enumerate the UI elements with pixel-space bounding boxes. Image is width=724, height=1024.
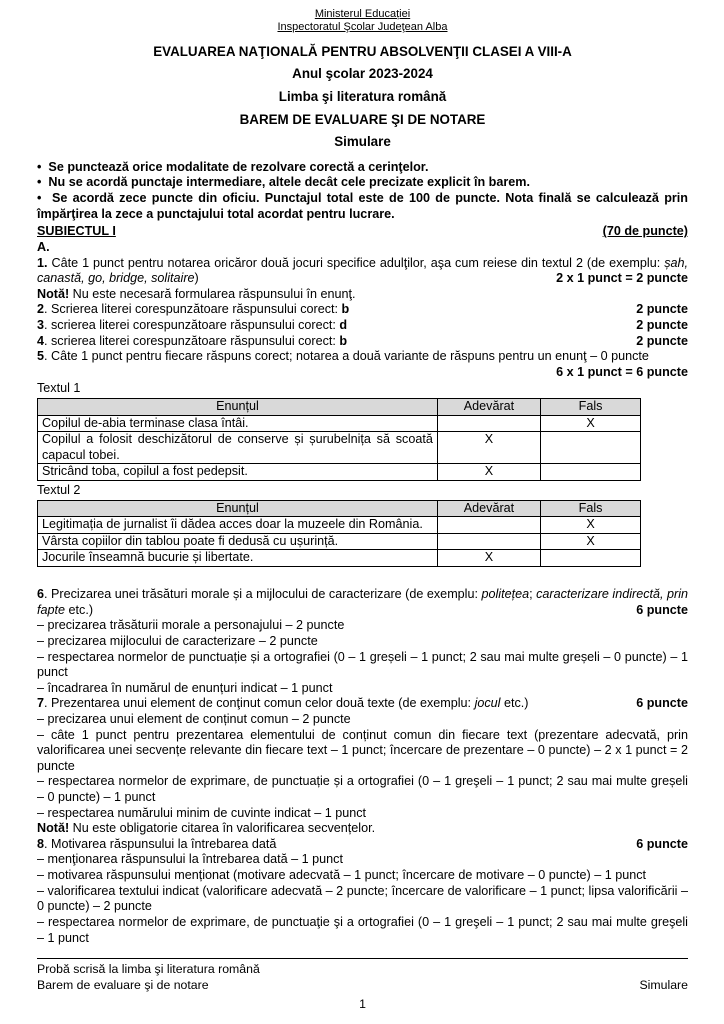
item-6-detail-2 <box>37 634 688 650</box>
points-value: 6 puncte <box>636 602 688 617</box>
text-segment: 3 <box>37 317 45 332</box>
statement-cell: Legitimația de jurnalist îi dădea acces doar la muzeele din România. <box>38 517 438 534</box>
text-segment: – precizarea unui element de conținut comun – 2 puncte <box>37 711 351 726</box>
footer-exam-line: Probă scrisă la limba şi literatura română <box>37 962 260 977</box>
text-segment: ) <box>194 271 199 286</box>
points-value: 2 puncte <box>636 317 688 332</box>
text-segment: Câte 1 punct pentru notarea oricăror două jocuri specifice adulţilor, aşa cum reiese din textul 2 (de exemplu: <box>47 255 665 270</box>
text-segment: – încadrarea în numărul de enunțuri indicat – 1 punct <box>37 680 333 695</box>
text-segment: . Câte 1 punct pentru fiecare răspuns corect; notarea a două variante de răspuns pentru un enunţ – 0 puncte <box>44 349 649 364</box>
table-row <box>38 533 641 550</box>
true-cell: X <box>437 432 540 464</box>
points-value: 6 x 1 punct = 6 puncte <box>556 364 688 379</box>
text-segment: . scrierea literei corespunzătoare răspunsului corect: <box>44 317 340 332</box>
text-segment: – valorificarea textului indicat (valorificare adecvată – 2 puncte; încercare de valorificare – 1 punct; lipsa valorificării – 0 puncte) – 2 puncte <box>37 883 688 914</box>
item-1-note <box>37 287 688 303</box>
statement-cell: Vârsta copiilor din tablou poate fi dedusă cu ușurință. <box>38 533 438 550</box>
title-block <box>37 44 688 151</box>
points-value: 2 x 1 punct = 2 puncte <box>556 271 688 286</box>
table-label: Textul 1 <box>37 381 81 396</box>
true-cell: X <box>437 464 540 481</box>
text-segment: – respectarea normelor de exprimare, de punctuație și a ortografiei (0 – 1 greşeli – 1 punct; 2 sau mai multe greșeli – 0 puncte) – 1 punct <box>37 774 688 805</box>
item-8-detail-1 <box>37 852 688 868</box>
item-7-detail-1 <box>37 712 688 728</box>
table-label: Textul 2 <box>37 483 81 498</box>
section-a-label: A. <box>37 239 50 254</box>
column-header: Adevărat <box>437 500 540 517</box>
subject-points: (70 de puncte) <box>602 224 688 239</box>
text-segment: – menţionarea răspunsului la întrebarea dată – 1 punct <box>37 852 343 867</box>
subject-name: Limba şi literatura română <box>278 89 447 105</box>
note-text: Se acordă zece puncte din oficiu. Punctajul total este de 100 de puncte. Nota finală se calculează prin împărţirea la zece a punctajului total acordat pentru lucrare. <box>37 191 688 221</box>
text-segment: ; <box>529 587 537 602</box>
text-segment: Notă! <box>37 821 70 836</box>
text-segment: Nu este necesară formularea răspunsului în enunţ. <box>69 286 356 301</box>
column-header: Fals <box>541 399 641 416</box>
item-8-detail-3 <box>37 884 688 915</box>
document-footer <box>37 958 688 1012</box>
column-header: Adevărat <box>437 399 540 416</box>
item-6 <box>37 587 688 618</box>
text-segment: . Prezentarea unui element de conţinut comun celor două texte (de exemplu: <box>44 696 475 711</box>
text-segment: 8 <box>37 836 45 851</box>
note-bullet <box>37 191 688 222</box>
text-segment: . Scrierea literei corespunzătoare răspunsului corect: <box>44 302 342 317</box>
item-5-score <box>37 365 688 381</box>
column-header: Enunțul <box>38 500 438 517</box>
item-2 <box>37 302 688 318</box>
column-header: Enunțul <box>38 399 438 416</box>
spacer <box>37 569 688 587</box>
true-false-table <box>37 500 641 567</box>
text-segment: – precizarea mijlocului de caracterizare – 2 puncte <box>37 633 318 648</box>
item-7 <box>37 696 688 712</box>
statement-cell: Stricând toba, copilul a fost pedepsit. <box>38 464 438 481</box>
true-false-table <box>37 398 641 481</box>
false-cell <box>541 464 641 481</box>
false-cell <box>541 432 641 464</box>
item-8-detail-4 <box>37 915 688 946</box>
text-segment: – precizarea trăsăturii morale a personajului – 2 puncte <box>37 618 345 633</box>
school-year: Anul şcolar 2023-2024 <box>292 66 433 82</box>
text-segment: 7 <box>37 696 45 711</box>
text-segment: d <box>339 317 348 332</box>
bullet-marker: • <box>37 191 52 206</box>
ministry-line: Ministerul Educației <box>314 8 411 20</box>
statement-cell: Copilul de-abia terminase clasa întâi. <box>38 415 438 432</box>
table-row <box>38 464 641 481</box>
true-cell <box>437 517 540 534</box>
text-segment: etc.) <box>65 602 94 617</box>
text-segment: b <box>341 302 350 317</box>
table-row <box>38 432 641 464</box>
points-value: 2 puncte <box>636 302 688 317</box>
text-segment: 6 <box>37 587 45 602</box>
text-segment: b <box>339 333 348 348</box>
item-7-detail-4 <box>37 806 688 822</box>
footer-row <box>37 962 688 992</box>
document-header <box>37 8 688 160</box>
subject-row <box>37 224 688 240</box>
points-value: 2 puncte <box>636 333 688 348</box>
text-segment: 5 <box>37 349 45 364</box>
text-segment: etc.) <box>500 696 529 711</box>
document-body <box>37 256 688 947</box>
text-segment: – motivarea răspunsului menționat (motivare adecvată – 1 punct; încercare de motivare – 0 puncte) – 1 punct <box>37 868 647 883</box>
item-7-detail-2 <box>37 728 688 775</box>
item-7-note <box>37 821 688 837</box>
text-segment: 1. <box>37 255 48 270</box>
footer-doc-line: Barem de evaluare şi de notare <box>37 977 209 992</box>
table-header-row <box>38 500 641 517</box>
bullet-marker: • <box>37 159 49 174</box>
item-6-detail-4 <box>37 681 688 697</box>
item-8-detail-2 <box>37 868 688 884</box>
item-3 <box>37 318 688 334</box>
note-text: Se punctează orice modalitate de rezolvare corectă a cerinţelor. <box>48 159 429 174</box>
false-cell: X <box>541 415 641 432</box>
true-cell: X <box>437 550 540 567</box>
text-segment: . scrierea literei corespunzătoare răspunsului corect: <box>44 333 340 348</box>
text-segment: . Precizarea unei trăsături morale și a mijlocului de caracterizare (de exemplu: <box>44 587 482 602</box>
text-segment: 2 <box>37 302 45 317</box>
text-segment: – respectarea normelor de exprimare, de punctuaţie şi a ortografiei (0 – 1 greşeli – 1 punct; 2 sau mai multe greşeli – 1 punct <box>37 914 688 945</box>
text-segment: Nu este obligatorie citarea în valorificarea secvențelor. <box>69 821 376 836</box>
simulation-label: Simulare <box>334 134 391 150</box>
note-bullet <box>37 160 688 176</box>
column-header: Fals <box>541 500 641 517</box>
points-value: 6 puncte <box>636 836 688 851</box>
item-1 <box>37 256 688 287</box>
table-row <box>38 415 641 432</box>
note-bullet <box>37 175 688 191</box>
text-segment: politețea <box>481 587 530 602</box>
text-segment: 4 <box>37 333 45 348</box>
text-segment: Notă! <box>37 286 70 301</box>
points-value: 6 puncte <box>636 696 688 711</box>
note-text: Nu se acordă punctaje intermediare, altele decât cele precizate explicit în barem. <box>48 175 530 190</box>
text-segment: – respectarea numărului minim de cuvinte indicat – 1 punct <box>37 805 367 820</box>
subject-label: SUBIECTUL I <box>37 224 116 239</box>
false-cell <box>541 550 641 567</box>
exam-title: EVALUAREA NAŢIONALĂ PENTRU ABSOLVENŢII CLASEI A VIII-A <box>153 43 572 59</box>
table-row <box>38 550 641 567</box>
page-number: 1 <box>359 996 366 1011</box>
true-cell <box>437 415 540 432</box>
text-segment: jocul <box>474 696 501 711</box>
general-notes <box>37 160 688 222</box>
item-7-detail-3 <box>37 774 688 805</box>
table-header-row <box>38 399 641 416</box>
statement-cell: Copilul a folosit deschizătorul de conserve și șurubelnița să scoată capacul tobei. <box>38 432 438 464</box>
item-5 <box>37 349 688 365</box>
item-4 <box>37 334 688 350</box>
document-type: BAREM DE EVALUARE ŞI DE NOTARE <box>239 111 486 127</box>
item-6-detail-1 <box>37 618 688 634</box>
bullet-marker: • <box>37 175 49 190</box>
false-cell: X <box>541 517 641 534</box>
item-6-detail-3 <box>37 650 688 681</box>
true-cell <box>437 533 540 550</box>
inspectorate-line: Inspectoratul Şcolar Judeţean Alba <box>277 21 448 34</box>
text-segment: – câte 1 punct pentru prezentarea elementului de conținut comun din fiecare text (prezentare adecvată, prin valorificarea unei secvențe relevante din fiecare text – 1 punct; încercare de prezentare – 0 puncte) – 2 x 1 punct = 2 puncte <box>37 727 688 773</box>
text-segment: șah, canastă, go, bridge, solitaire <box>37 255 688 286</box>
false-cell: X <box>541 533 641 550</box>
footer-simulare: Simulare <box>639 977 688 992</box>
text-segment: . Motivarea răspunsului la întrebarea dată <box>44 836 277 851</box>
statement-cell: Jocurile înseamnă bucurie și libertate. <box>38 550 438 567</box>
table-row <box>38 517 641 534</box>
item-8 <box>37 837 688 853</box>
text-segment: – respectarea normelor de punctuație și a ortografiei (0 – 1 greșeli – 1 punct; 2 sau mai multe greșeli – 0 puncte) – 1 punct <box>37 649 688 680</box>
footer-left <box>37 962 260 992</box>
text-segment: caracterizare indirectă, prin fapte <box>37 587 688 617</box>
